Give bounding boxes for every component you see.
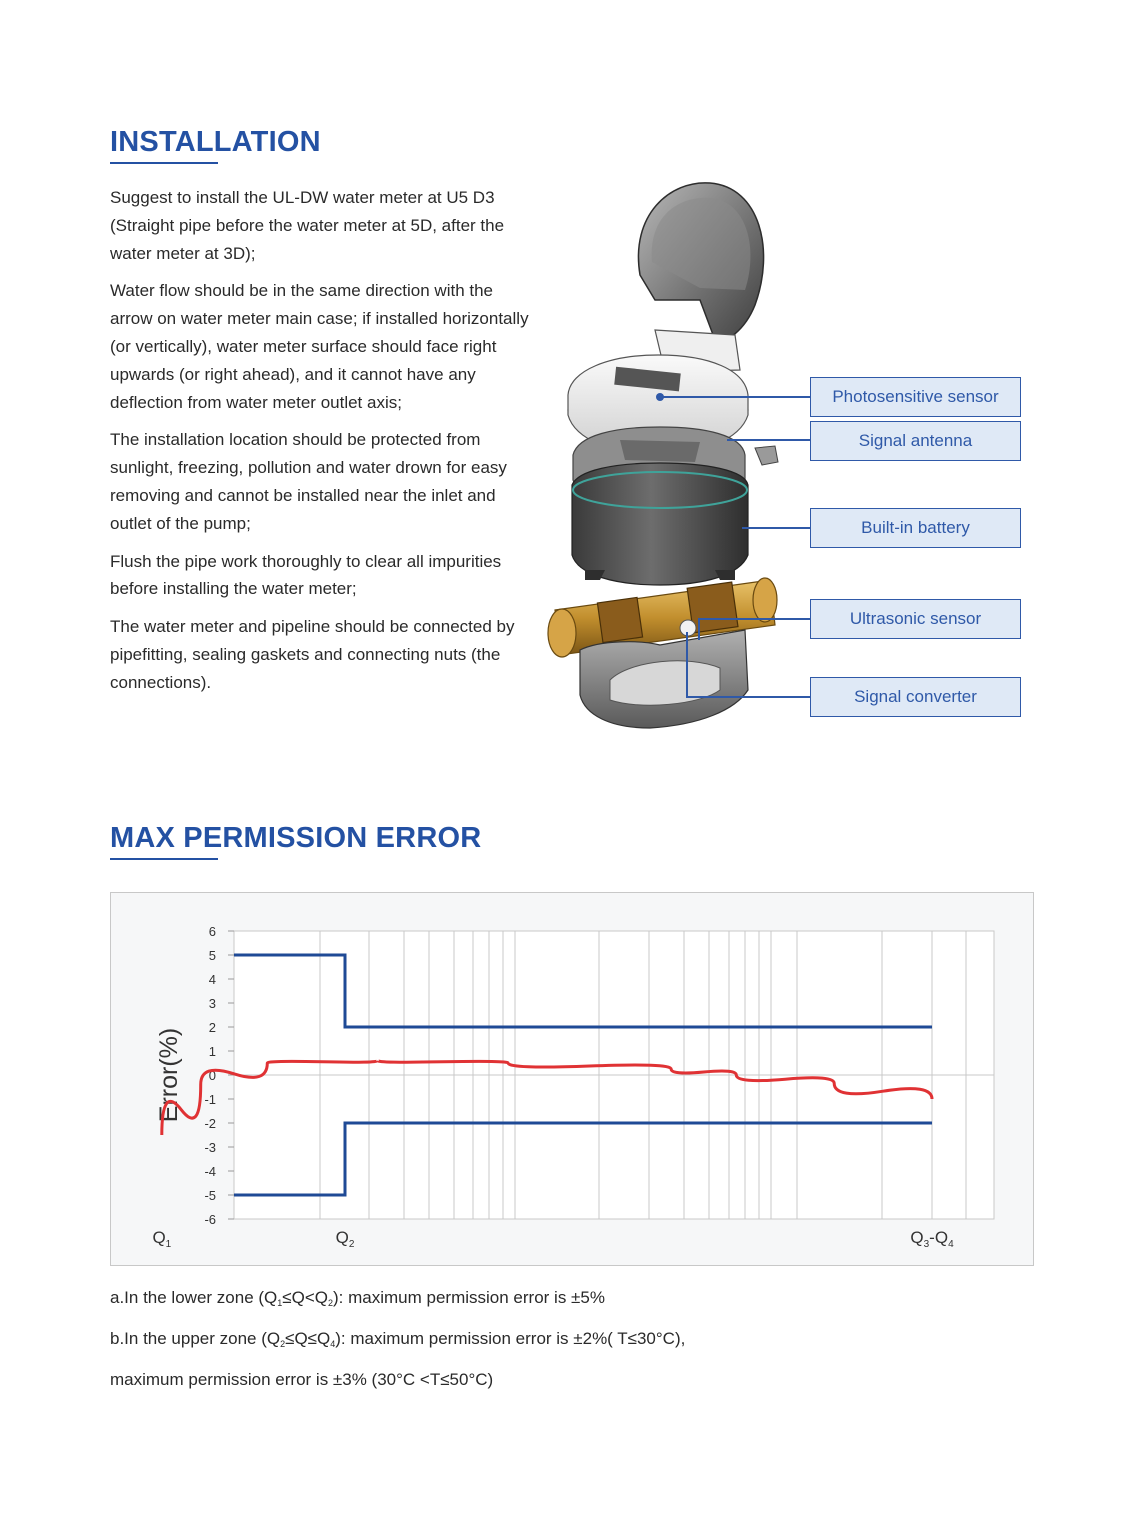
water-meter-illustration	[540, 180, 820, 735]
leader-converter-h	[686, 696, 810, 698]
y-tick-label: -2	[204, 1116, 216, 1131]
y-tick-label: -4	[204, 1164, 216, 1179]
error-chart-frame	[110, 892, 1034, 1266]
y-tick-label: -5	[204, 1188, 216, 1203]
error-notes	[110, 1280, 1010, 1397]
y-tick-label: 6	[208, 924, 216, 939]
error-chart	[111, 893, 1035, 1267]
y-tick-label: -6	[204, 1212, 216, 1227]
label-built-in-battery: Built-in battery	[810, 508, 1021, 548]
installation-paragraphs	[110, 184, 530, 707]
x-tick-label: $Q_1$	[152, 1228, 172, 1250]
x-tick-label: $Q_2$	[335, 1228, 355, 1250]
installation-paragraph: Flush the pipe work thoroughly to clear all impurities before installing the water meter;	[110, 551, 502, 599]
leader-ultrasonic-h	[698, 618, 810, 620]
note-lower-zone: a.In the lower zone $(Q_1\le Q<Q_2)$: maximum permission error is ±5%	[110, 1288, 605, 1308]
installation-title-underline	[110, 162, 218, 164]
installation-title: INSTALLATION	[110, 126, 321, 158]
max-error-title: MAX PERMISSION ERROR	[110, 822, 482, 854]
leader-antenna	[727, 439, 810, 441]
leader-converter-v	[686, 632, 688, 696]
y-tick-label: -3	[204, 1140, 216, 1155]
max-error-title-underline	[110, 858, 218, 860]
installation-paragraph: Water flow should be in the same direction with the arrow on water meter main case; if installed horizontally (or vertically), water meter surface should face right upwards (or right ahead), and it cannot have any deflection from water meter outlet axis;	[110, 281, 529, 412]
y-tick-label: 1	[208, 1044, 216, 1059]
y-tick-label: 5	[208, 948, 216, 963]
y-tick-label: -1	[204, 1092, 216, 1107]
y-tick-label: 2	[208, 1020, 216, 1035]
installation-paragraph: The installation location should be protected from sunlight, freezing, pollution and water drown for easy removing and cannot be installed near the inlet and outlet of the pump;	[110, 430, 507, 533]
label-photosensitive-sensor: Photosensitive sensor	[810, 377, 1021, 417]
y-tick-label: 0	[208, 1068, 216, 1083]
leader-battery	[742, 527, 810, 529]
y-tick-label: 4	[208, 972, 216, 987]
y-tick-label: 3	[208, 996, 216, 1011]
note-upper-zone: b.In the upper zone $(Q_2\le Q\le Q_4)$: maximum permission error is ±2%( T≤30°C),	[110, 1329, 686, 1349]
leader-ultrasonic-v	[698, 618, 700, 640]
note-temperature: maximum permission error is ±3% (30°C <T≤50°C)	[110, 1370, 494, 1389]
label-signal-converter: Signal converter	[810, 677, 1021, 717]
y-axis-label: Error(%)	[155, 1027, 183, 1123]
label-ultrasonic-sensor: Ultrasonic sensor	[810, 599, 1021, 639]
leader-photosensitive	[660, 396, 810, 398]
installation-paragraph: Suggest to install the UL-DW water meter at U5 D3 (Straight pipe before the water meter at 5D, after the water meter at 3D);	[110, 188, 505, 263]
x-tick-label: $Q_3-Q_4$	[910, 1228, 954, 1250]
label-signal-antenna: Signal antenna	[810, 421, 1021, 461]
installation-paragraph: The water meter and pipeline should be connected by pipefitting, sealing gaskets and connecting nuts (the connections).	[110, 617, 515, 692]
